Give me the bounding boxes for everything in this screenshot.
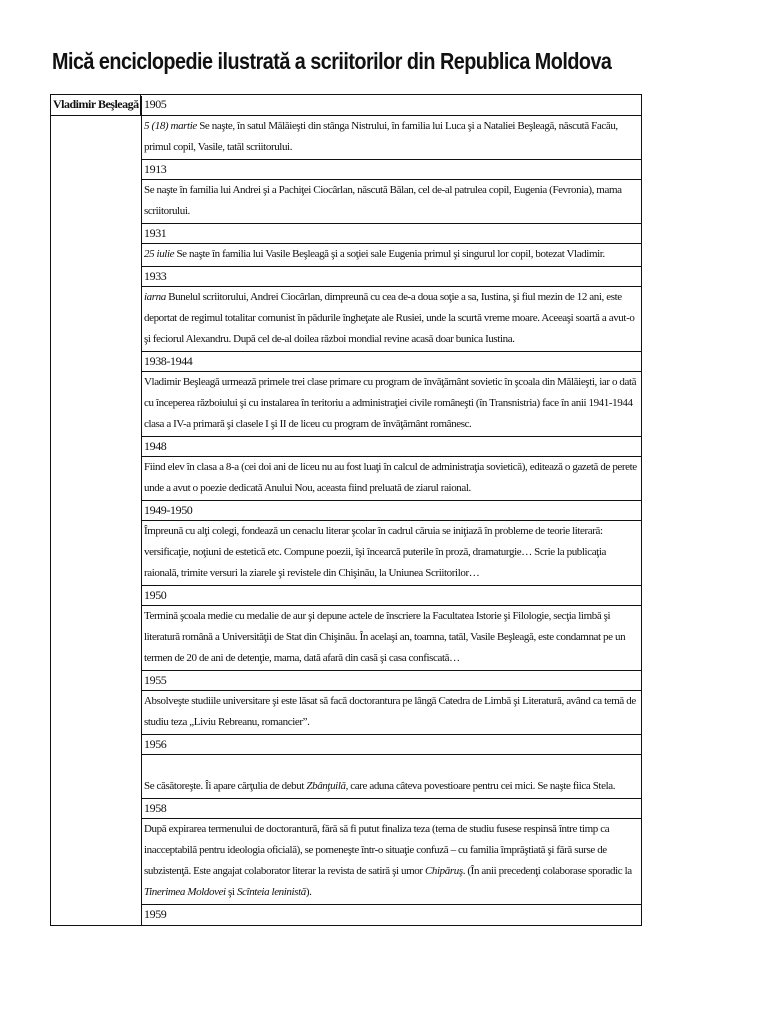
- year-cell: 1938-1944: [141, 352, 641, 372]
- author-name: Vladimir Beşleagă: [51, 95, 141, 115]
- year-cell: 1955: [141, 671, 641, 691]
- italic-text: 5 (18) martie: [144, 120, 197, 132]
- event-text: Bunelul scriitorului, Andrei Ciocârlan, dimpreună cu cea de-a doua soţie a sa, Iustina, şi fiul mezin de 12 ani, este deportat de regimul totalitar comunist în pădurile îngheţate ale Rusiei, unde la scurtă vreme moare. Aceeaşi soartă a avut-o şi feciorul Alexandru. După cel de-al doilea război mondial revine acasă doar bunica Iustina.: [144, 291, 635, 345]
- event-description: [141, 244, 641, 267]
- event-text: Se căsătoreşte. Îi apare cărţulia de debut: [144, 780, 307, 792]
- document-title: Mică enciclopedie ilustrată a scriitorilor din Republica Moldova: [52, 48, 612, 74]
- year-cell: 1958: [141, 799, 641, 819]
- event-description: [141, 180, 641, 224]
- event-description: [141, 457, 641, 501]
- italic-text: 25 iulie: [144, 248, 175, 260]
- event-description: [141, 691, 641, 735]
- event-text: Absolveşte studiile universitare şi este lăsat să facă doctorantura pe lângă Catedra de Limbă şi Literatură, având ca temă de studiu teza „Liviu Rebreanu, romancier”.: [144, 695, 636, 728]
- chronology-rows: [51, 116, 641, 925]
- event-text: Se naşte în familia lui Andrei şi a Pachiţei Ciocârlan, născută Bălan, cel de-al patrulea copil, Eugenia (Fevronia), mama scriitorului.: [144, 184, 622, 217]
- italic-text: Tinerimea Moldovei: [144, 886, 226, 898]
- italic-text: Zbânţuilă: [306, 780, 346, 792]
- event-description: [141, 819, 641, 905]
- event-description: [141, 521, 641, 586]
- event-text: şi: [225, 886, 237, 898]
- event-text: , care aduna câteva povestioare pentru cei mici. Se naşte fiica Stela.: [345, 780, 616, 792]
- event-text: Termină şcoala medie cu medalie de aur şi depune actele de înscriere la Facultatea Istorie şi Filologie, secţia limbă şi literatură română a Universităţii de Stat din Chişinău. În acelaşi an, toamna, tatăl, Vasile Beşleagă, este condamnat pe un termen de 20 de ani de detenţie, mama, dată afară din casă şi casa confiscată…: [144, 610, 626, 664]
- event-description: [141, 116, 641, 160]
- event-description: [141, 606, 641, 671]
- event-text: După expirarea termenului de doctorantură, fără să fi putut finaliza teza (tema de studiu fusese respinsă între timp ca inacceptabilă pentru ideologia oficială), se pomeneşte într-o situaţie confuză – cu familia împrăştiată şi fără surse de subzistenţă. Este angajat colaborator literar la revista de satiră şi umor: [144, 823, 610, 877]
- year-cell: 1956: [141, 735, 641, 755]
- year-cell: 1933: [141, 267, 641, 287]
- event-description: [141, 287, 641, 352]
- year-cell: 1931: [141, 224, 641, 244]
- event-description: [141, 755, 641, 799]
- table-header-row: [51, 95, 641, 116]
- event-text: Vladimir Beşleagă urmează primele trei clase primare cu program de învăţământ sovietic în şcoala din Mălăieşti, iar o dată cu începerea războiului şi cu instalarea în teritoriu a administraţiei civile româneşti (în Transnistria) face în anii 1941-1944 clasa a IV-a primară şi clasele I şi II de liceu cu program de învăţământ românesc.: [144, 376, 637, 430]
- event-text: Se naşte în familia lui Vasile Beşleagă şi a soţiei sale Eugenia primul şi singurul lor copil, botezat Vladimir.: [174, 248, 605, 260]
- event-text: ).: [305, 886, 312, 898]
- year-cell: 1950: [141, 586, 641, 606]
- event-description: [141, 372, 641, 437]
- chronology-table: [50, 94, 642, 926]
- event-text: Se naşte, în satul Mălăieşti din stânga Nistrului, în familia lui Luca şi a Nataliei Beşleagă, născută Facău, primul copil, Vasile, tatăl scriitorului.: [144, 120, 618, 153]
- year-cell: 1905: [144, 97, 167, 111]
- event-text: Fiind elev în clasa a 8-a (cei doi ani de liceu nu au fost luaţi în calcul de administraţia sovietică), editează o gazetă de perete unde a avut o poezie dedicată Anului Nou, aceasta fiind preluată de ziarul raional.: [144, 461, 637, 494]
- italic-text: iarna: [144, 291, 166, 303]
- italic-text: Chipăruş: [424, 865, 463, 877]
- year-cell: 1949-1950: [141, 501, 641, 521]
- event-text: Împreună cu alţi colegi, fondează un cenaclu literar şcolar în cadrul căruia se iniţiază în probleme de teorie literară: versificaţie, noţiuni de estetică etc. Compune poezii, îşi încearcă puterile în proză, dramaturgie… Scrie la publicaţia raională, trimite versuri la ziarele şi revistele din Chişinău, la Uniunea Scriitorilor…: [144, 525, 606, 579]
- year-cell: 1913: [141, 160, 641, 180]
- event-text: . (În anii precedenţi colaborase sporadic la: [462, 865, 632, 877]
- year-cell: 1948: [141, 437, 641, 457]
- italic-text: Scînteia leninistă: [236, 886, 306, 898]
- year-cell: 1959: [144, 907, 167, 921]
